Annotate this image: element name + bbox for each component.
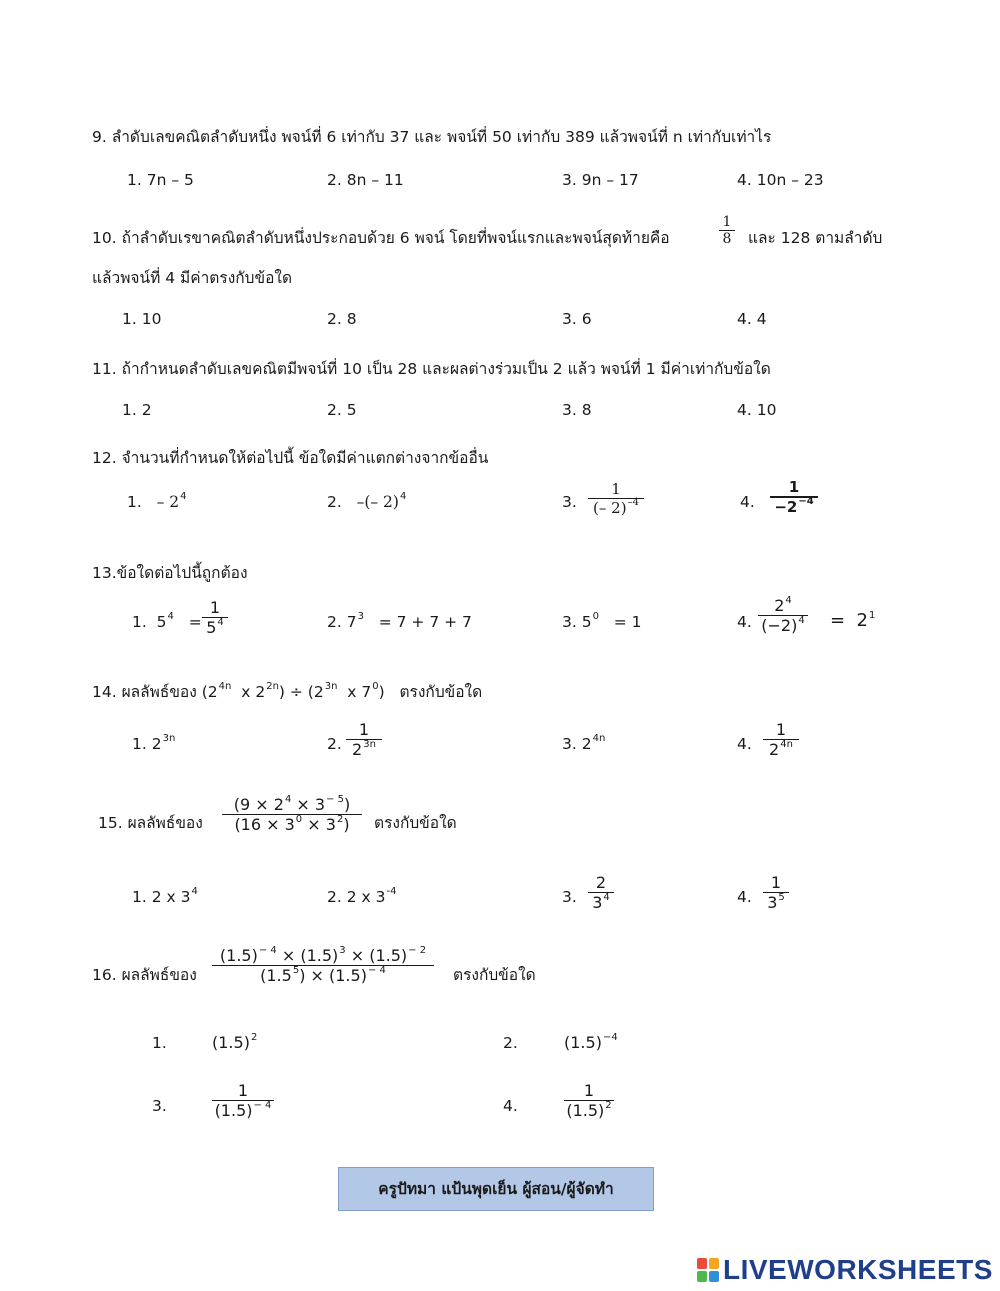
q12-option-4-label: 4.: [740, 493, 755, 511]
q14-exp: 4n: [218, 681, 232, 692]
frac-num: 1: [583, 1081, 595, 1100]
q14-exp: 2n: [266, 681, 279, 692]
option-label: 1. 2: [132, 735, 162, 753]
frac-den-part: (16 × 3: [234, 815, 295, 835]
question-16-suffix: ตรงกับข้อใด: [453, 966, 536, 984]
option-exp: 4n: [592, 733, 606, 744]
question-16-prefix: 16. ผลลัพธ์ของ: [92, 966, 197, 984]
frac-den-part: × 3: [307, 815, 336, 835]
frac-num-part: ): [344, 795, 351, 814]
frac-den-base: 5: [206, 618, 217, 638]
author-credit-box: ครูปัทมา แป้นพุดเย็น ผู้สอน/ผู้จัดทำ: [338, 1167, 654, 1211]
q9-option-3: 3. 9n – 17: [562, 171, 639, 189]
frac-den-exp: 2: [605, 1100, 612, 1112]
frac-den-part: ): [343, 815, 350, 835]
option-label: 1.: [127, 493, 142, 511]
frac-num-part: (1.5): [219, 946, 258, 965]
q12-opt1-exp: 4: [180, 491, 187, 502]
q13-option-4-rhs: [830, 610, 875, 631]
option-label: 1. 2 x 3: [132, 888, 191, 906]
q12-opt2-base: –(– 2): [356, 493, 399, 511]
q14-option-1: [132, 735, 175, 753]
q12-option-2: [327, 493, 406, 511]
q16-expression: [212, 946, 434, 985]
q11-option-3: 3. 8: [562, 401, 592, 419]
logo-block-1: [697, 1258, 707, 1269]
option-label: 1.: [132, 613, 147, 631]
frac-den-base: 3: [767, 893, 778, 913]
q13-option-1-fraction: [202, 598, 228, 637]
option-label: 2. 2 x 3: [327, 888, 386, 906]
q12-option-4-fraction: [770, 478, 818, 516]
q14-expr: x 7: [347, 683, 372, 701]
q15-option-1: [132, 888, 198, 906]
question-15-suffix: ตรงกับข้อใด: [374, 814, 457, 832]
frac-den-part: (1.5: [260, 966, 292, 986]
option-label: 3. 2: [562, 735, 592, 753]
frac-num-part: × 3: [296, 795, 326, 814]
question-14: [92, 679, 482, 704]
q15-option-3-label: 3.: [562, 888, 577, 906]
q13-option-1: [132, 613, 202, 631]
q10-option-1: 1. 10: [122, 310, 162, 328]
frac-num-part: × (1.5): [281, 946, 339, 965]
option-base: (1.5): [212, 1033, 250, 1052]
q14-expr: (2: [201, 683, 218, 701]
frac-den-exp: 4n: [780, 739, 793, 751]
q14-option-4-fraction: [763, 720, 799, 759]
frac-num-part: × (1.5): [350, 946, 408, 965]
frac-exp: 2: [336, 814, 344, 826]
q10-option-2: 2. 8: [327, 310, 357, 328]
frac-den-exp: 3n: [363, 739, 376, 751]
q14-prefix: 14. ผลลัพธ์ของ: [92, 683, 197, 701]
frac-den-base: 2: [352, 740, 363, 760]
frac-den-exp: 5: [778, 892, 785, 904]
q14-option-3: [562, 735, 605, 753]
q16-option-1: [212, 1033, 257, 1052]
q14-option-4-label: 4.: [737, 735, 752, 753]
q13-option-2: [327, 613, 472, 631]
frac-den-base: (– 2): [593, 499, 627, 518]
logo-block-2: [709, 1258, 719, 1269]
q16-option-1-label: 1.: [152, 1034, 167, 1052]
frac-num-base: 2: [774, 596, 785, 615]
frac-exp: 0: [295, 814, 303, 826]
q14-exp: 3n: [324, 681, 338, 692]
frac-den-exp: −4: [798, 496, 814, 507]
q14-option-2-fraction: [346, 720, 382, 759]
q15-option-4-label: 4.: [737, 888, 752, 906]
q13-option-4-label: 4.: [737, 613, 752, 631]
option-exp: 3n: [162, 733, 176, 744]
q11-option-1: 1. 2: [122, 401, 152, 419]
q10-fraction: [719, 214, 735, 247]
frac-num: 1: [237, 1081, 249, 1100]
q14-expr: ) ÷ (2: [278, 683, 324, 701]
q12-opt1-base: – 2: [156, 493, 180, 511]
frac-exp: 3: [339, 945, 346, 956]
option-base: (1.5): [564, 1033, 602, 1052]
q13-opt2-exp: 3: [357, 611, 364, 622]
frac-num: 1: [770, 873, 782, 892]
question-12: 12. จำนวนที่กำหนดให้ต่อไปนี้ ข้อใดมีค่าแตกต่างจากข้ออื่น: [92, 449, 489, 467]
logo-text: LIVEWORKSHEETS: [723, 1254, 993, 1285]
frac-den-base: (1.5): [214, 1101, 253, 1121]
q12-option-3-label: 3.: [562, 493, 577, 511]
q12-option-1: [127, 493, 187, 511]
q16-option-3-label: 3.: [152, 1097, 167, 1115]
frac-num: 1: [358, 720, 370, 739]
frac-exp: − 4: [258, 945, 277, 956]
q13-option-4-fraction: [758, 596, 808, 635]
option-exp: 2: [250, 1032, 258, 1043]
question-10-line2: แล้วพจน์ที่ 4 มีค่าตรงกับข้อใด: [92, 269, 293, 287]
rhs-base: 2: [856, 610, 868, 631]
frac-num-part: (9 × 2: [233, 795, 284, 814]
frac-exp: 5: [292, 965, 300, 977]
frac-den-base: −2: [774, 498, 798, 516]
question-13: 13.ข้อใดต่อไปนี้ถูกต้อง: [92, 564, 248, 582]
frac-exp: 4: [284, 794, 292, 805]
frac-den-part: ) × (1.5): [299, 966, 367, 986]
q11-option-4: 4. 10: [737, 401, 777, 419]
option-label: 2. 7: [327, 613, 357, 631]
q13-option-3: [562, 613, 642, 631]
q13-opt3-exp: 0: [592, 611, 599, 622]
logo-block-3: [697, 1271, 707, 1282]
option-exp: -4: [386, 886, 397, 897]
frac-num: 2: [595, 873, 607, 892]
q9-option-1: 1. 7n – 5: [127, 171, 194, 189]
frac-num: 1: [788, 478, 800, 496]
q9-option-4: 4. 10n – 23: [737, 171, 824, 189]
option-exp: −4: [602, 1032, 618, 1043]
q16-option-2: [564, 1033, 618, 1052]
q16-option-4-label: 4.: [503, 1097, 518, 1115]
question-11: 11. ถ้ากำหนดลำดับเลขคณิตมีพจน์ที่ 10 เป็น 28 และผลต่างร่วมเป็น 2 แล้ว พจน์ที่ 1 มีค่าเท่ากับข้อใด: [92, 360, 771, 378]
logo-icon: [697, 1258, 719, 1282]
q16-option-4-fraction: [564, 1081, 614, 1120]
question-15-prefix: 15. ผลลัพธ์ของ: [98, 814, 203, 832]
frac-den-base: 2: [769, 740, 780, 760]
q11-option-2: 2. 5: [327, 401, 357, 419]
frac-den-exp: –4: [627, 497, 639, 509]
question-10-line1-end: และ 128 ตามลำดับ: [748, 229, 883, 247]
q10-frac-num: 1: [722, 214, 732, 230]
q14-suffix: ตรงกับข้อใด: [399, 683, 483, 701]
frac-den-base: (−2): [761, 616, 798, 636]
option-label: 2.: [327, 493, 342, 511]
equals-sign: =: [188, 613, 202, 631]
question-10-line1: 10. ถ้าลำดับเรขาคณิตลำดับหนึ่งประกอบด้วย 6 พจน์ โดยที่พจน์แรกและพจน์สุดท้ายคือ: [92, 229, 670, 247]
frac-exp: − 2: [408, 945, 427, 956]
frac-num: 1: [775, 720, 787, 739]
q15-expression: [222, 795, 362, 834]
q9-option-2: 2. 8n – 11: [327, 171, 404, 189]
question-9: 9. ลำดับเลขคณิตลำดับหนึ่ง พจน์ที่ 6 เท่ากับ 37 และ พจน์ที่ 50 เท่ากับ 389 แล้วพจน์ที่ n เท่ากับเท่าไร: [92, 128, 772, 146]
q14-option-2-label: 2.: [327, 735, 342, 753]
q13-opt2-rest: = 7 + 7 + 7: [378, 613, 472, 631]
rhs-exp: 1: [869, 610, 876, 621]
q13-opt1-base: 5: [156, 613, 167, 631]
frac-den-exp: 4: [217, 617, 224, 629]
equals-sign: =: [830, 610, 846, 631]
option-label: 3. 5: [562, 613, 592, 631]
q13-opt1-exp: 4: [167, 611, 174, 622]
q15-option-2: [327, 888, 396, 906]
frac-num: 1: [209, 598, 221, 617]
q14-exp: 0: [372, 681, 379, 692]
q14-expr: ): [378, 683, 385, 701]
q10-option-3: 3. 6: [562, 310, 592, 328]
logo-block-4: [709, 1271, 719, 1282]
option-exp: 4: [191, 886, 198, 897]
q10-option-4: 4. 4: [737, 310, 767, 328]
q15-option-4-fraction: [763, 873, 789, 912]
frac-den-exp: − 4: [253, 1100, 272, 1112]
frac-exp: − 4: [367, 965, 386, 977]
q12-option-3-fraction: [588, 480, 644, 517]
frac-num-exp: 4: [785, 595, 792, 606]
frac-den-exp: 4: [603, 892, 610, 904]
q16-option-3-fraction: [212, 1081, 274, 1120]
q14-expr: x 2: [241, 683, 266, 701]
q16-option-2-label: 2.: [503, 1034, 518, 1052]
q10-frac-den: 8: [722, 231, 732, 248]
q15-option-3-fraction: [588, 873, 614, 912]
q12-opt2-exp: 4: [399, 491, 407, 502]
frac-den-exp: 4: [798, 615, 805, 627]
frac-num: 1: [611, 480, 621, 498]
q13-opt3-rest: = 1: [613, 613, 642, 631]
frac-den-base: 3: [592, 893, 603, 913]
frac-den-base: (1.5): [566, 1101, 605, 1121]
frac-exp: − 5: [326, 794, 344, 805]
